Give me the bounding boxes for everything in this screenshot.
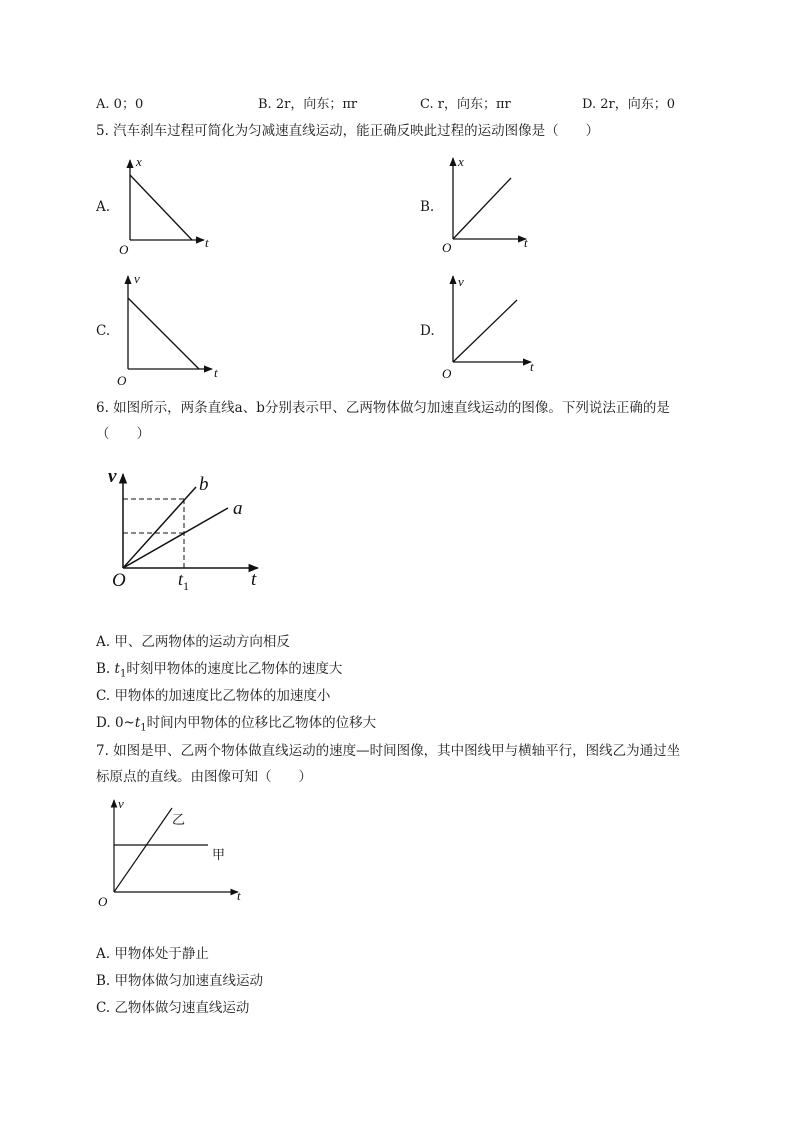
y-axis-label: v [134,271,140,286]
origin-label: O [119,242,129,257]
y-axis-label: v [458,274,464,289]
q7-figure [98,796,241,909]
q5-graph-b [442,154,528,255]
line-a-label: a [233,498,243,519]
option-letter: C. [96,1000,111,1016]
origin-label: O [442,240,452,255]
origin-label: O [117,373,127,388]
option-text: 2r，向东；0 [600,97,675,112]
option-letter: B. [96,661,111,677]
x-axis-label: t [251,569,257,590]
y-axis-label: v [118,796,124,811]
q6-figure [108,466,258,593]
t-symbol: t [134,715,141,731]
range-prefix: 0~ [114,715,135,731]
q7-option-b [96,972,263,990]
option-text: 甲物体做匀加速直线运动 [114,973,264,989]
option-letter: A. [96,97,110,112]
y-axis-label: v [108,466,117,487]
q6-option-a [96,633,290,651]
graph-line [128,298,199,369]
line-jia-label: 甲 [212,848,226,863]
graph-line [453,300,517,362]
line-b-label: b [199,474,209,495]
option-text: r，向东；πr [437,97,511,112]
option-letter: D. [582,97,597,112]
graph-line [130,175,192,240]
q7-option-a [96,945,209,963]
option-letter: C. [96,688,111,704]
q7-stem-line2: 标原点的直线。由图像可知（ ） [96,769,312,785]
line-a [123,508,228,568]
q7-stem-line1: 7. 如图是甲、乙两个物体做直线运动的速度—时间图像，其中图线甲与横轴平行，图线乙为通过坐 [96,743,681,759]
y-axis-label: x [458,154,464,169]
q5-graph-c [117,271,218,388]
x-axis-label: t [237,888,241,903]
x-axis-label: t [524,235,528,250]
q6-option-c [96,687,330,705]
q6-option-b [96,660,342,684]
origin-label: O [442,366,452,381]
q6-stem-line1: 6. 如图所示，两条直线a、b分别表示甲、乙两物体做匀加速直线运动的图像。下列说法正确的是 [96,400,670,416]
q5-option-d-letter: D. [420,323,435,339]
option-letter: C. [420,97,434,112]
option-letter: A. [96,946,111,962]
y-axis-label: x [136,154,142,169]
option-text: 时间内甲物体的位移比乙物体的位移大 [146,715,377,731]
q5-option-c-letter: C. [96,323,111,339]
option-text: 甲物体处于静止 [114,946,209,962]
origin-label: O [98,894,108,909]
t-subscript: 1 [119,668,127,680]
t-symbol: t [114,661,120,677]
option-text: 2r，向东；πr [275,97,358,112]
origin-label: O [112,570,126,591]
x-axis-label: t [214,365,218,380]
t1-label: $t_1$ [178,569,190,593]
graph-line [453,178,511,239]
option-text: 乙物体做匀速直线运动 [114,1000,250,1016]
option-text: 时刻甲物体的速度比乙物体的速度大 [126,661,343,677]
q5-stem: 5. 汽车刹车过程可简化为匀减速直线运动，能正确反映此过程的运动图像是（ ） [96,123,600,139]
option-text: 甲、乙两物体的运动方向相反 [114,634,290,650]
q6-option-d [96,714,376,738]
line-yi-label: 乙 [172,813,186,828]
option-text: 0；0 [113,97,144,112]
line-yi [114,808,172,892]
option-letter: B. [258,97,272,112]
option-text: 甲物体的加速度比乙物体的加速度小 [114,688,331,704]
option-letter: D. [96,715,111,731]
x-axis-label: t [205,235,209,250]
q5-option-a-letter: A. [96,199,111,215]
q7-option-c [96,999,249,1017]
q5-graph-d [442,274,534,381]
x-axis-label: t [530,359,534,374]
t-subscript: 1 [140,722,147,734]
option-letter: A. [96,634,111,650]
q6-stem-line2: （ ） [96,426,150,442]
q5-graph-a [119,154,209,257]
q5-option-b-letter: B. [420,199,435,215]
option-letter: B. [96,973,111,989]
